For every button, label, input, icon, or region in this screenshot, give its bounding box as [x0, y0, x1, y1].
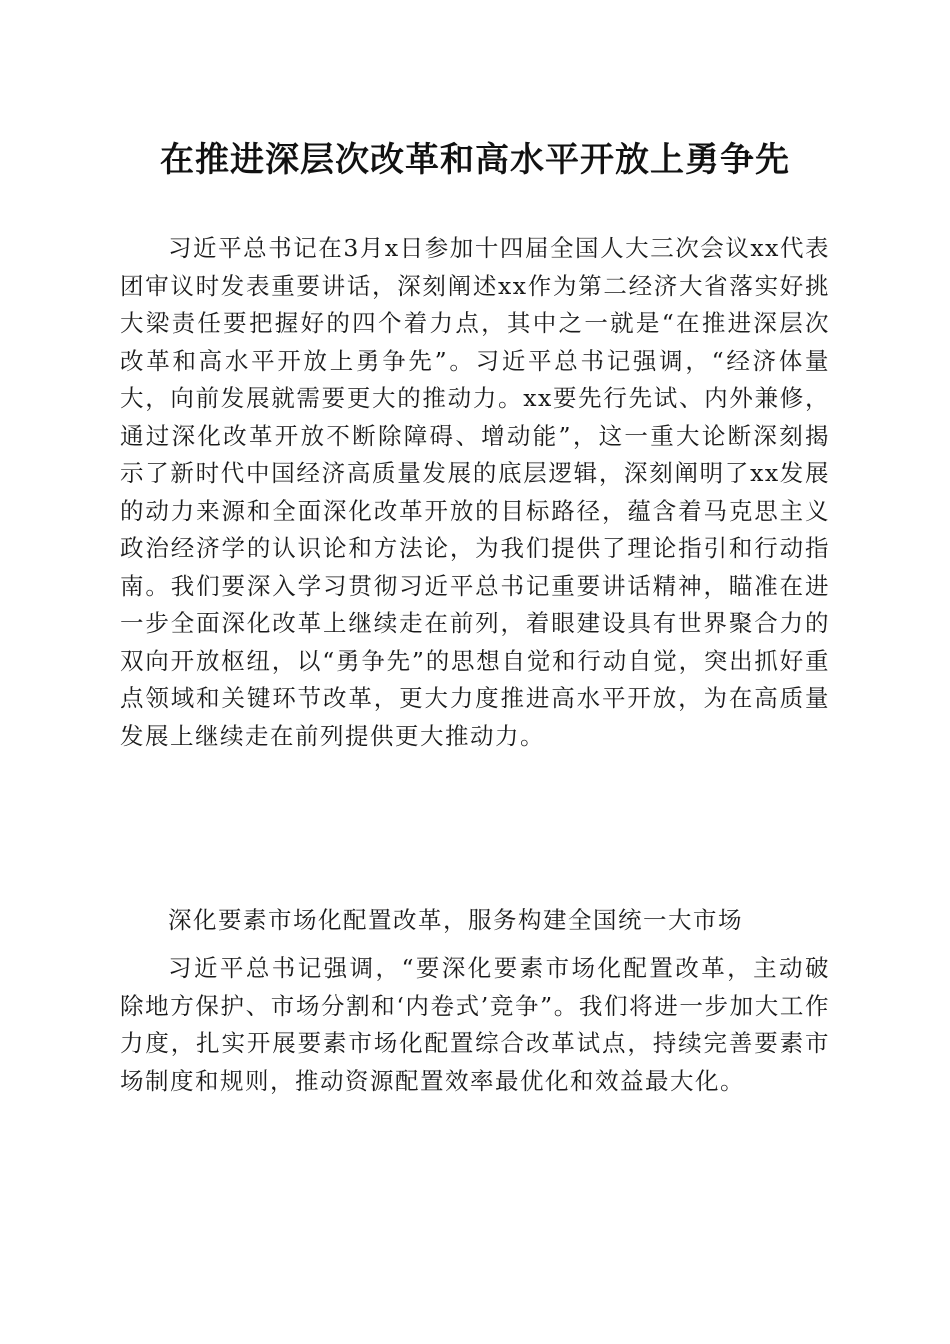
section-heading: 深化要素市场化配置改革，服务构建全国统一大市场 — [168, 906, 743, 934]
section-paragraph: 习近平总书记强调，“要深化要素市场化配置改革，主动破除地方保护、市场分割和‘内卷式’竞争”。我们将进一步加大工作力度，扎实开展要素市场化配置综合改革试点，持续完善要素市场制度和规则，推动资源配置效率最优化和效益最大化。 — [120, 954, 830, 1095]
intro-paragraph: 习近平总书记在3月x日参加十四届全国人大三次会议xx代表团审议时发表重要讲话，深刻阐述xx作为第二经济大省落实好挑大梁责任要把握好的四个着力点，其中之一就是“在推进深层次改革和高水平开放上勇争先”。习近平总书记强调，“经济体量大，向前发展就需要更大的推动力。xx要先行先试、内外兼修，通过深化改革开放不断除障碍、增动能”，这一重大论断深刻揭示了新时代中国经济高质量发展的底层逻辑，深刻阐明了xx发展的动力来源和全面深化改革开放的目标路径，蕴含着马克思主义政治经济学的认识论和方法论，为我们提供了理论指引和行动指南。我们要深入学习贯彻习近平总书记重要讲话精神，瞄准在进一步全面深化改革上继续走在前列，着眼建设具有世界聚合力的双向开放枢纽，以“勇争先”的思想自觉和行动自觉，突出抓好重点领域和关键环节改革，更大力度推进高水平开放，为在高质量发展上继续走在前列提供更大推动力。 — [120, 234, 830, 750]
document-title: 在推进深层次改革和高水平开放上勇争先 — [160, 140, 790, 180]
